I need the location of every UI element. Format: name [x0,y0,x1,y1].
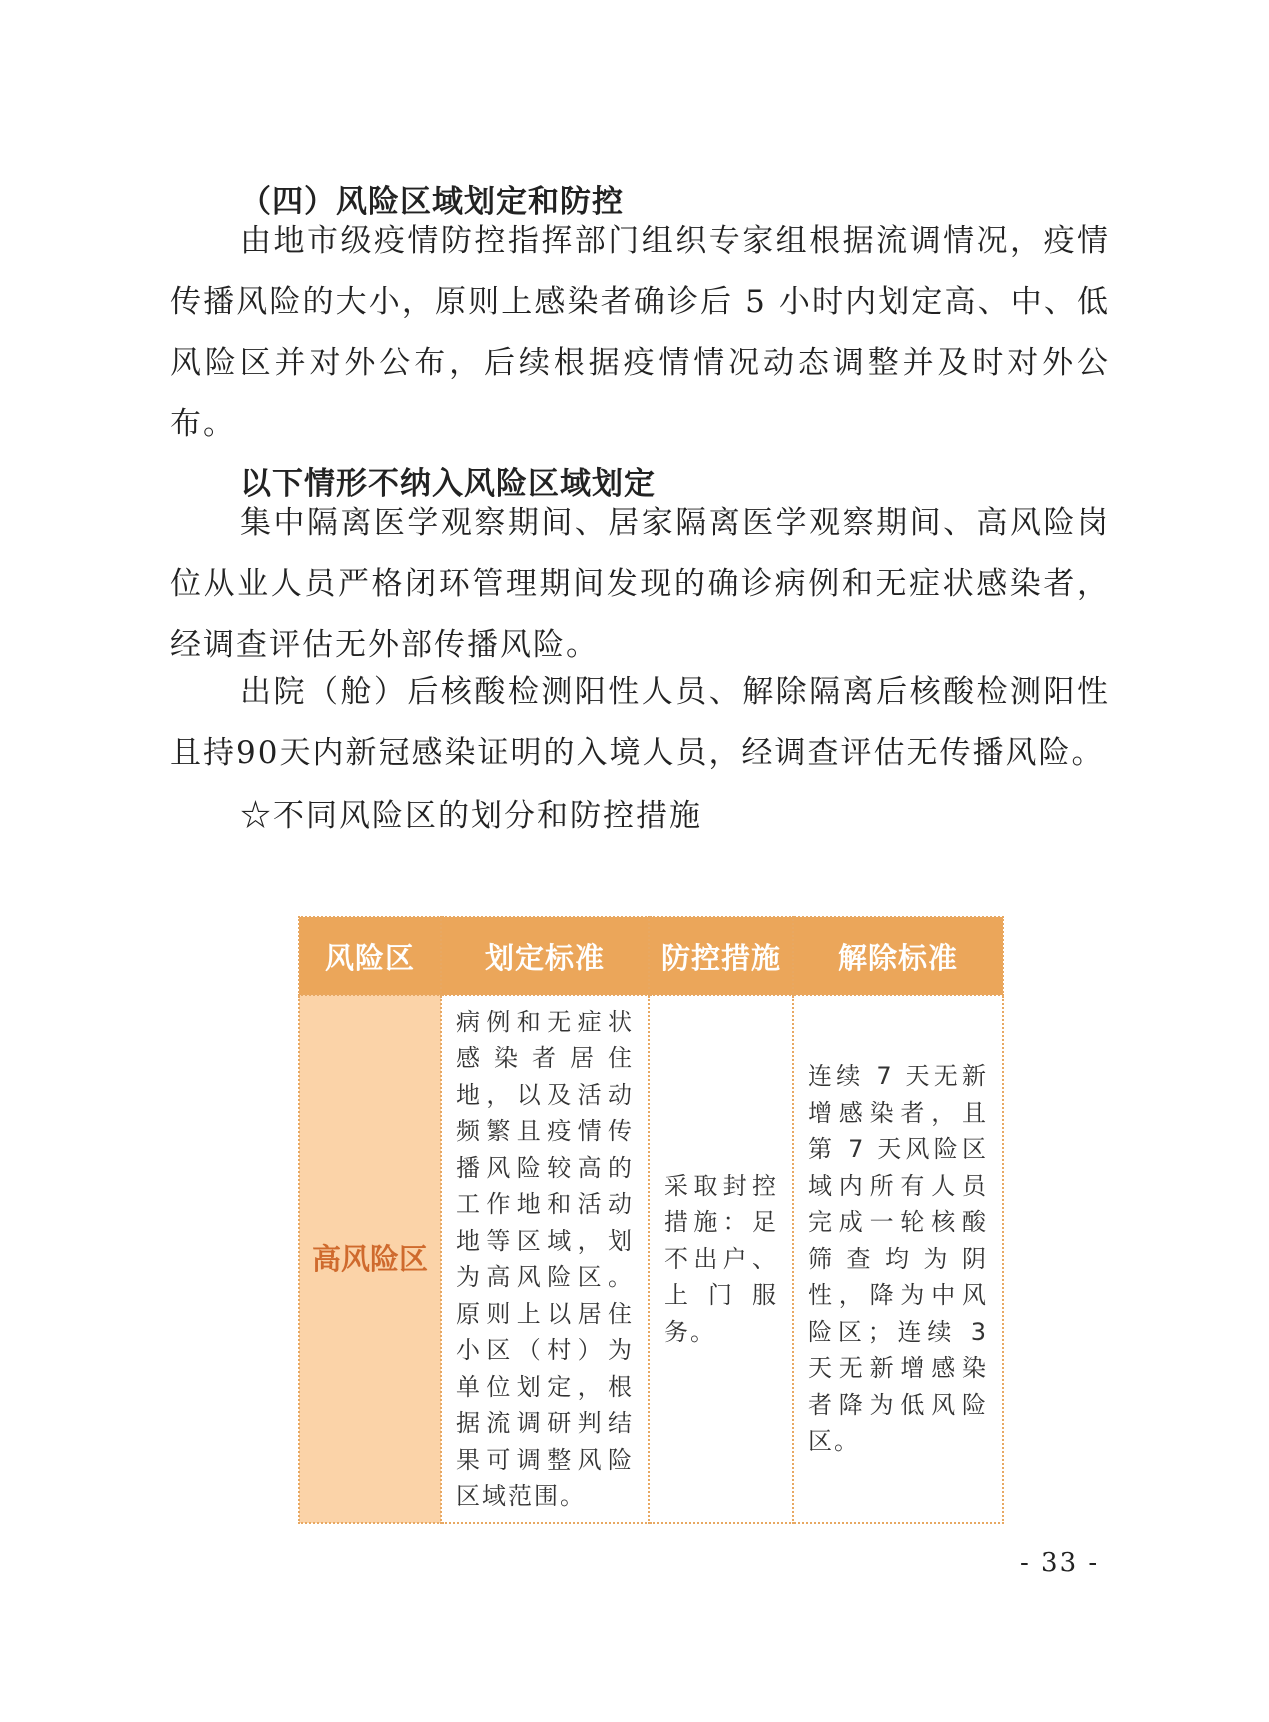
header-criteria: 划定标准 [441,917,649,995]
cell-zone: 高风险区 [299,995,441,1523]
risk-zone-table [298,916,1004,1524]
paragraph-exclusion-quarantine: 集中隔离医学观察期间、居家隔离医学观察期间、高风险岗位从业人员严格闭环管理期间发现的确诊病例和无症状感染者，经调查评估无外部传播风险。 [170,505,1110,663]
cell-criteria: 病例和无症状感染者居住地，以及活动频繁且疫情传播风险较高的工作地和活动地等区域，划为高风险区。原则上以居住小区（村）为单位划定，根据流调研判结果可调整风险区域范围。 [441,995,649,1523]
header-measures: 防控措施 [649,917,793,995]
section-heading: （四）风险区域划定和防控 [240,184,624,220]
header-release: 解除标准 [793,917,1003,995]
paragraph-exclusion-discharged: 出院（舱）后核酸检测阳性人员、解除隔离后核酸检测阳性且持90天内新冠感染证明的入境人员，经调查评估无传播风险。 [170,674,1110,771]
table-header-row [299,917,1003,995]
page-number: - 33 - [1020,1548,1100,1578]
cell-measures: 采取封控措施：足不出户、上门服务。 [649,995,793,1523]
subheading-exclusions: 以下情形不纳入风险区域划定 [240,466,656,502]
cell-release: 连续 7 天无新增感染者，且第 7 天风险区域内所有人员完成一轮核酸筛查均为阴性，降为中风险区；连续 3 天无新增感染者降为低风险区。 [793,995,1003,1523]
paragraph-zoning-procedure: 由地市级疫情防控指挥部门组织专家组根据流调情况，疫情传播风险的大小，原则上感染者确诊后 5 小时内划定高、中、低风险区并对外公布，后续根据疫情情况动态调整并及时对外公布。 [170,223,1110,442]
header-zone: 风险区 [299,917,441,995]
table-caption: ☆不同风险区的划分和防控措施 [240,798,702,834]
table-row [299,995,1003,1523]
